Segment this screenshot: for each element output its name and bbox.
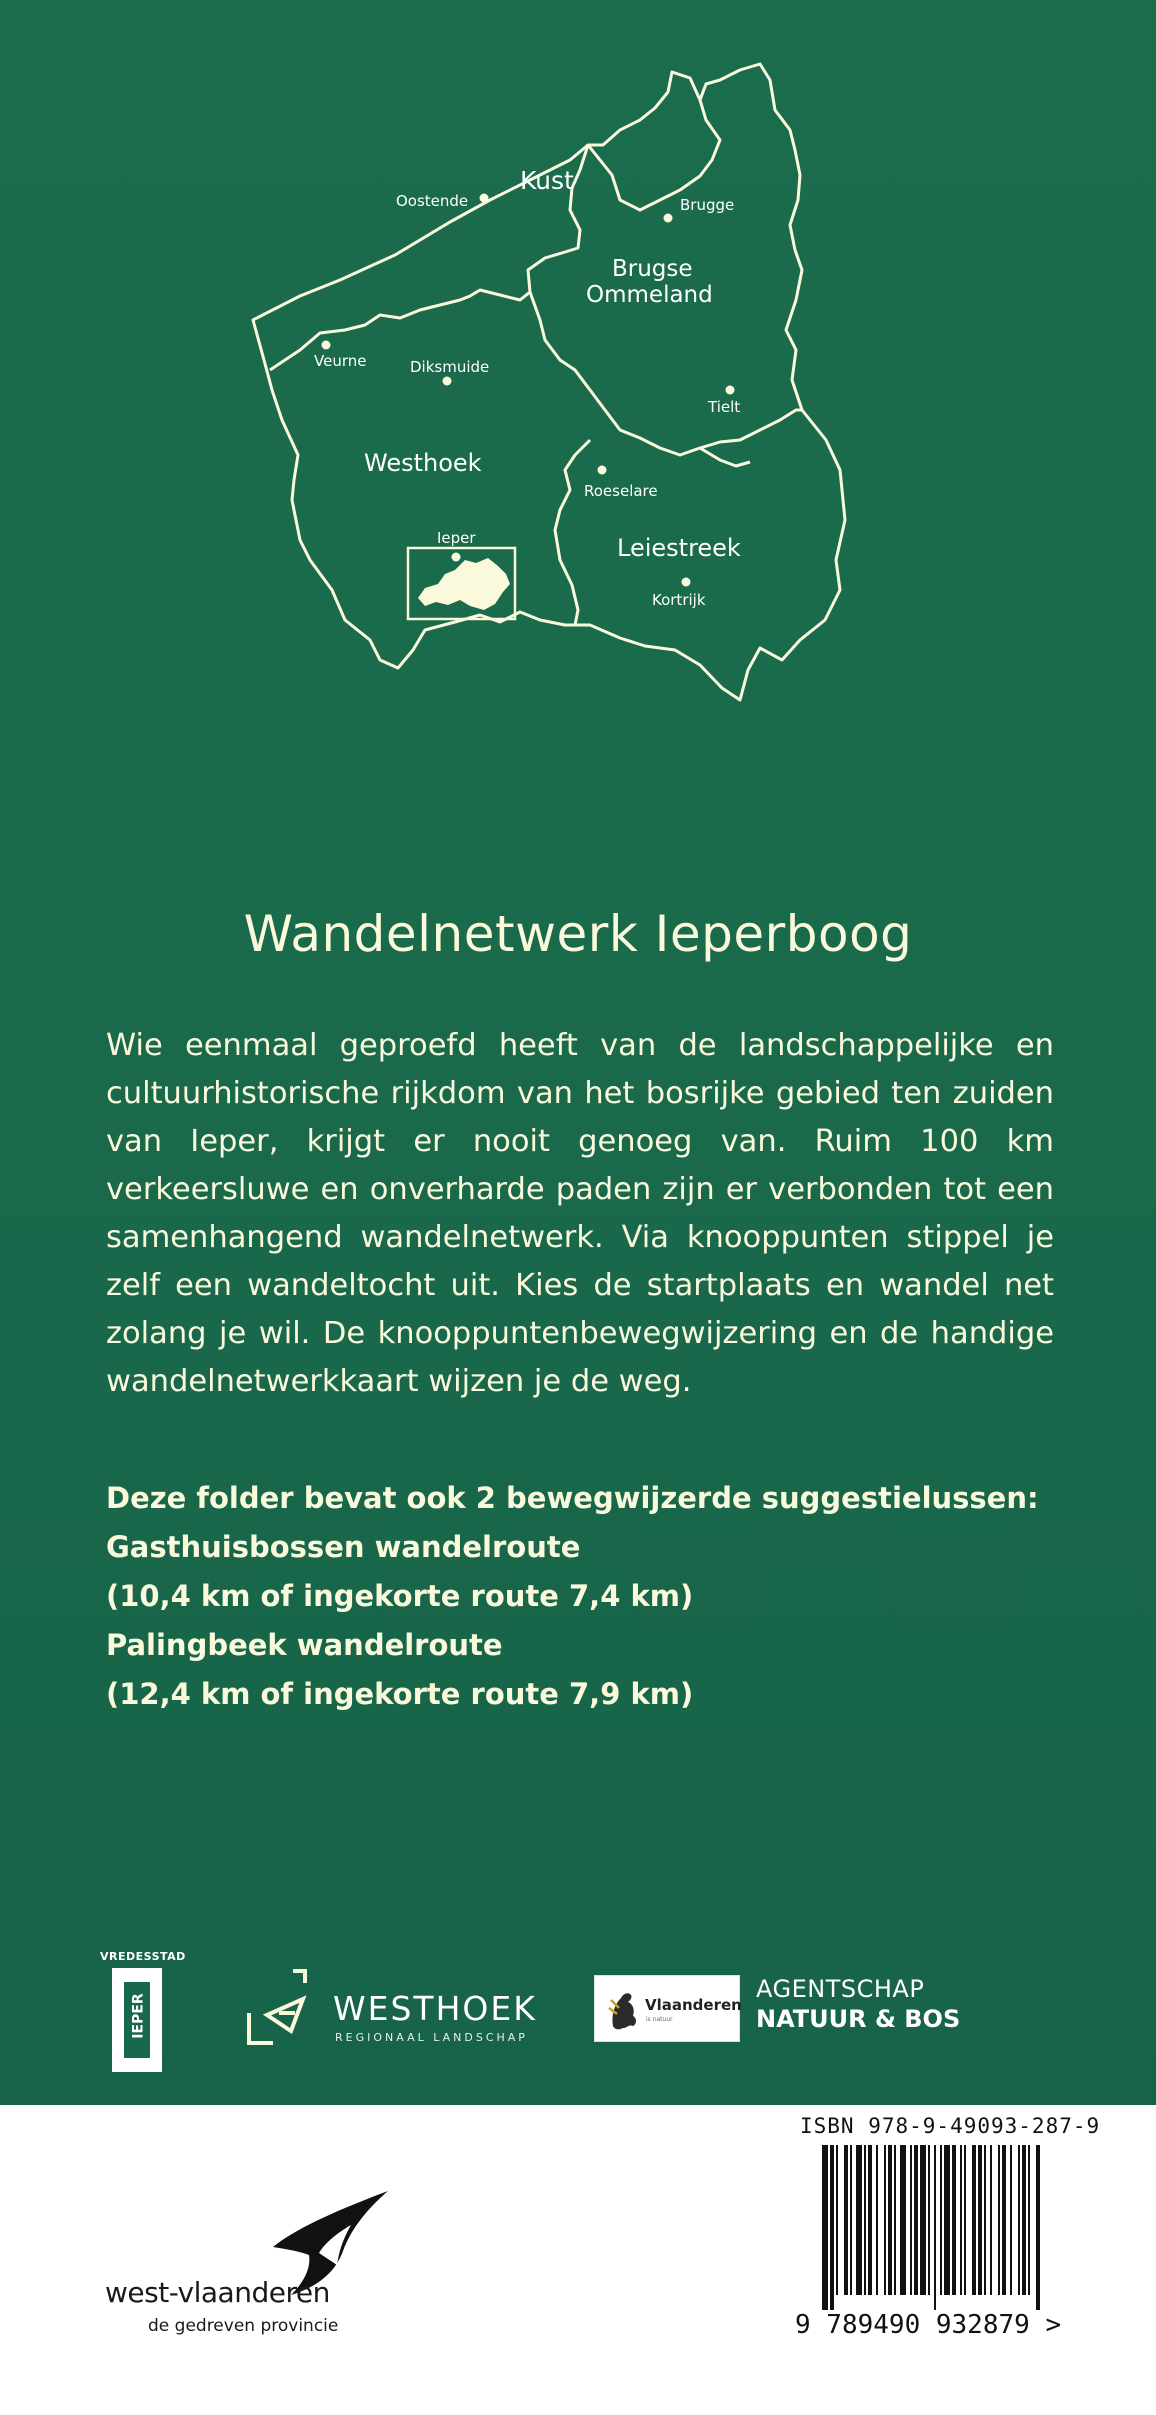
suggestion-intro: Deze folder bevat ook 2 bewegwijzerde suggestielussen: bbox=[106, 1481, 1039, 1515]
description-text: Wie eenmaal geproefd heeft van de landschappelijke en cultuurhistorische rijkdom van het bosrijke gebied ten zuiden van Ieper, krijgt er nooit genoeg van. Ruim 100 km verkeersluwe en onverharde paden zijn er verbonden tot een samenhangend wandelnetwerk. Via knooppunten stippel je zelf een wandeltocht uit. Kies de startplaats en wandel net zolang je wil. De knooppuntenbewegwijzering en de handige wandelnetwerkkaart wijzen je de weg. bbox=[106, 1028, 1054, 1399]
barcode-bar bbox=[998, 2145, 1000, 2295]
westhoek-logo bbox=[245, 1965, 555, 2065]
barcode-bar bbox=[978, 2145, 982, 2295]
barcode-bar bbox=[934, 2145, 936, 2310]
barcode-bar bbox=[920, 2145, 926, 2295]
ieper-logo-top-text: VREDESSTAD bbox=[100, 1950, 186, 1963]
ieper-logo bbox=[100, 1950, 186, 2074]
barcode bbox=[820, 2145, 1110, 2310]
barcode-bar bbox=[868, 2145, 872, 2295]
city-label-diksmuide: Diksmuide bbox=[410, 358, 490, 376]
barcode-bar bbox=[952, 2145, 956, 2295]
city-label-veurne: Veurne bbox=[314, 352, 367, 370]
barcode-bar bbox=[888, 2145, 892, 2295]
ieper-i-mark bbox=[112, 1968, 162, 2072]
vlaanderen-subtitle: is natuur bbox=[646, 2016, 673, 2023]
barcode-bar bbox=[1036, 2145, 1040, 2310]
region-label-kust: Kust bbox=[520, 166, 574, 195]
barcode-bar bbox=[972, 2145, 976, 2295]
agentschap-line-1: AGENTSCHAP bbox=[756, 1975, 925, 2003]
westhoek-mark-icon bbox=[245, 1965, 333, 2065]
barcode-bar bbox=[850, 2145, 852, 2295]
barcode-bar bbox=[910, 2145, 912, 2295]
city-label-oostende: Oostende bbox=[396, 192, 469, 210]
westhoek-subtitle: REGIONAAL LANDSCHAP bbox=[335, 2031, 528, 2044]
route-1-detail: (10,4 km of ingekorte route 7,4 km) bbox=[106, 1579, 694, 1613]
city-label-brugge: Brugge bbox=[680, 196, 735, 214]
route-2-detail: (12,4 km of ingekorte route 7,9 km) bbox=[106, 1677, 694, 1711]
agentschap-logo bbox=[756, 1975, 960, 2033]
barcode-bar bbox=[900, 2145, 906, 2295]
barcode-bar bbox=[928, 2145, 930, 2295]
barcode-bar bbox=[856, 2145, 862, 2295]
barcode-bar bbox=[1022, 2145, 1026, 2295]
flemish-lion-icon bbox=[603, 1984, 643, 2034]
region-label-brugse-ommeland-2: Ommeland bbox=[586, 282, 713, 308]
region-label-westhoek: Westhoek bbox=[364, 449, 482, 477]
barcode-bar bbox=[1010, 2145, 1012, 2295]
province-outline bbox=[253, 64, 845, 700]
barcode-bar bbox=[1002, 2145, 1006, 2295]
barcode-bar bbox=[990, 2145, 992, 2295]
province-name: west-vlaanderen bbox=[105, 2276, 330, 2309]
region-map bbox=[0, 0, 1156, 760]
route-1-name: Gasthuisbossen wandelroute bbox=[106, 1530, 581, 1564]
barcode-bar bbox=[864, 2145, 866, 2295]
region-label-brugse-ommeland-1: Brugse bbox=[612, 256, 693, 282]
route-2-name: Palingbeek wandelroute bbox=[106, 1628, 503, 1662]
agentschap-line-2: NATUUR & BOS bbox=[756, 2005, 961, 2033]
barcode-bar bbox=[1028, 2145, 1030, 2295]
province-subtitle: de gedreven provincie bbox=[148, 2316, 339, 2336]
city-label-tielt: Tielt bbox=[708, 398, 741, 416]
barcode-bar bbox=[1018, 2145, 1020, 2295]
westhoek-name: WESTHOEK bbox=[333, 1989, 537, 2028]
barcode-bar bbox=[844, 2145, 848, 2295]
barcode-bar bbox=[914, 2145, 918, 2295]
city-label-ieper: Ieper bbox=[437, 529, 476, 547]
vlaanderen-logo bbox=[594, 1975, 740, 2042]
barcode-bar bbox=[876, 2145, 878, 2295]
barcode-bar bbox=[960, 2145, 962, 2295]
barcode-bar bbox=[940, 2145, 942, 2295]
barcode-bar bbox=[964, 2145, 966, 2295]
barcode-bar bbox=[884, 2145, 886, 2295]
region-label-leiestreek: Leiestreek bbox=[617, 534, 741, 562]
suggestion-routes bbox=[106, 1474, 1066, 1719]
barcode-bar bbox=[894, 2145, 896, 2295]
city-label-kortrijk: Kortrijk bbox=[652, 591, 706, 609]
barcode-bar bbox=[984, 2145, 986, 2295]
ieperboog-area-shape bbox=[418, 558, 510, 610]
barcode-bar bbox=[830, 2145, 834, 2310]
page-title: Wandelnetwerk Ieperboog bbox=[243, 905, 913, 963]
barcode-bar bbox=[944, 2145, 950, 2295]
barcode-bar bbox=[836, 2145, 838, 2295]
barcode-bar bbox=[822, 2145, 828, 2310]
isbn-label: ISBN 978-9-49093-287-9 bbox=[800, 2114, 1101, 2138]
ieper-logo-word: IEPER bbox=[130, 1993, 147, 2039]
barcode-digits: 9 789490 932879 > bbox=[795, 2310, 1062, 2340]
vlaanderen-name: Vlaanderen bbox=[645, 1996, 742, 2014]
city-label-roeselare: Roeselare bbox=[584, 482, 658, 500]
